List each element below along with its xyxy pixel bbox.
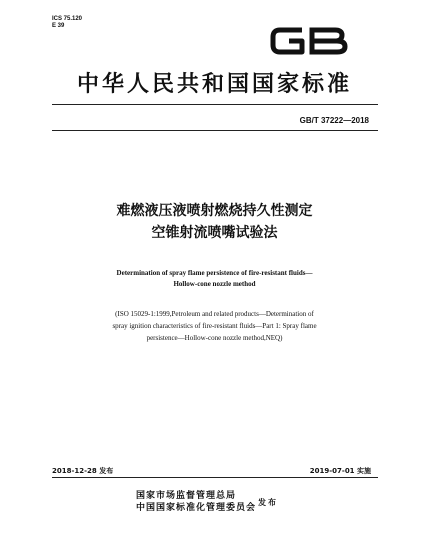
title-en-line-2: Hollow-cone nozzle method (173, 280, 256, 288)
number-divider (52, 130, 378, 131)
adoption-line-1: (ISO 15029-1:1999,Petroleum and related products—Determination of (115, 310, 314, 318)
gb-logo-icon (268, 24, 350, 58)
title-cn-line-2: 空锥射流喷嘴试验法 (151, 225, 278, 241)
ccs-code: E 39 (52, 23, 65, 29)
title-cn-line-1: 难燃液压液喷射燃烧持久性测定 (116, 203, 313, 219)
ics-code: ICS 75.120 (52, 16, 83, 22)
title-en-line-1: Determination of spray flame persistence of fire-resistant fluids— (116, 269, 313, 277)
issuer-line-2: 中国国家标准化管理委员会 (136, 503, 257, 513)
publish-date: 2018-12-28 发布 (52, 467, 114, 475)
adoption-line-3: persistence—Hollow-cone nozzle method,NEQ) (146, 334, 283, 342)
standard-number: GB/T 37222—2018 (299, 116, 369, 125)
footer-divider (52, 477, 378, 478)
implement-date: 2019-07-01 实施 (309, 467, 371, 475)
header-divider (52, 104, 378, 105)
issuer-line-1: 国家市场监督管理总局 (136, 491, 237, 501)
classification-codes (52, 16, 82, 30)
issue-word: 发布 (258, 498, 278, 507)
national-standard-title: 中华人民共和国国家标准 (76, 72, 352, 97)
adoption-line-2: spray ignition characteristics of fire-resistant fluids—Part 1: Spray flame (112, 322, 317, 330)
